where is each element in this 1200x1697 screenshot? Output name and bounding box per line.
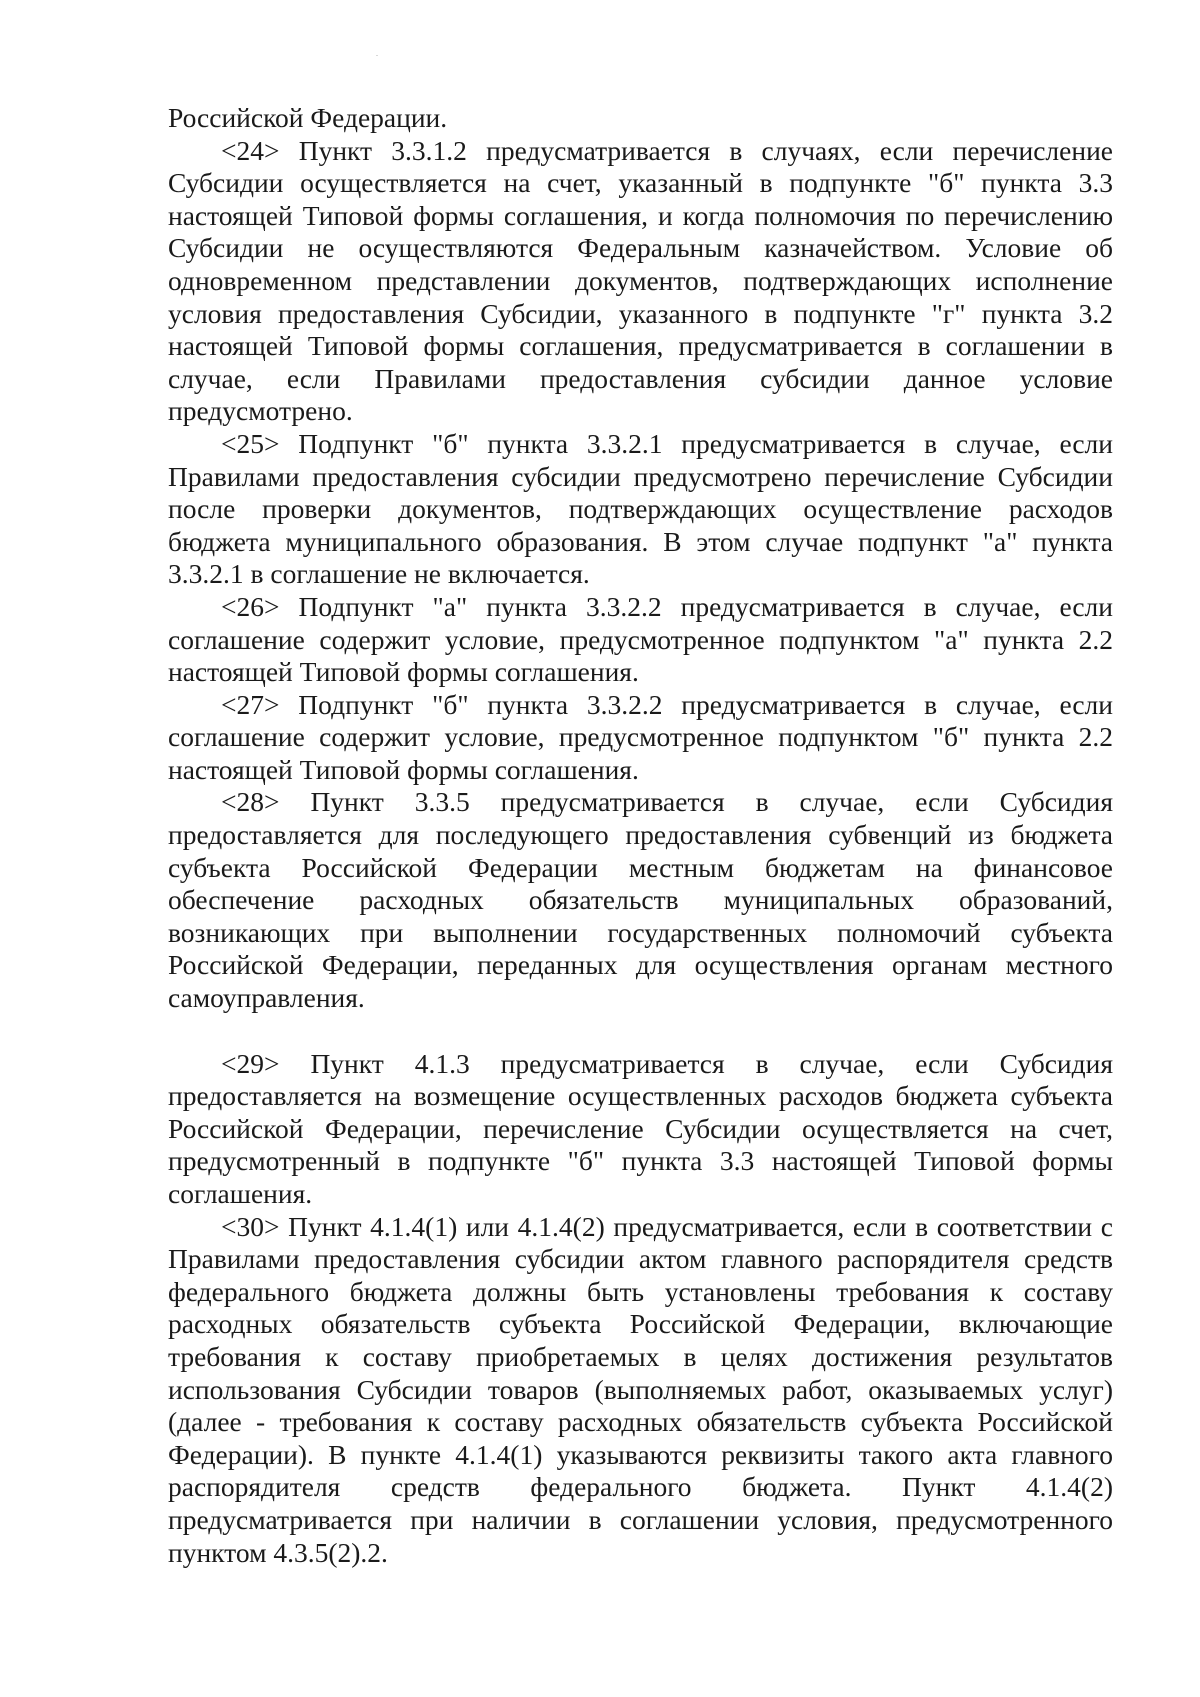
paragraph-continuation: Российской Федерации. (168, 102, 448, 133)
footnote-30: <30> Пункт 4.1.4(1) или 4.1.4(2) предусматривается, если в соответствии с Правилами предоставления субсидии актом главного распорядителя средств федерального бюджета должны быть установлены требования к составу расходных обязательств субъекта Российской Федерации, включающие требования к составу приобретаемых в целях достижения результатов использования Субсидии товаров (выполняемых работ, оказываемых услуг) (далее - требования к составу расходных обязательств субъекта Российской Федерации). В пункте 4.1.4(1) указываются реквизиты такого акта главного распорядителя средств федерального бюджета. Пункт 4.1.4(2) предусматривается при наличии в соглашении условия, предусмотренного пунктом 4.3.5(2).2. (168, 1210, 1113, 1568)
document-body (168, 102, 1113, 1569)
footnote-26: <26> Подпункт "а" пункта 3.3.2.2 предусматривается в случае, если соглашение содержит условие, предусмотренное подпунктом "а" пункта 2.2 настоящей Типовой формы соглашения. (168, 590, 1113, 688)
footnote-25: <25> Подпункт "б" пункта 3.3.2.1 предусматривается в случае, если Правилами предоставления субсидии предусмотрено перечисление Субсидии после проверки документов, подтверждающих осуществление расходов бюджета муниципального образования. В этом случае подпункт "а" пункта 3.3.2.1 в соглашение не включается. (168, 427, 1113, 590)
footnote-29: <29> Пункт 4.1.3 предусматривается в случае, если Субсидия предоставляется на возмещение осуществленных расходов бюджета субъекта Российской Федерации, перечисление Субсидии осуществляется на счет, предусмотренный в подпункте "б" пункта 3.3 настоящей Типовой формы соглашения. (168, 1047, 1113, 1209)
footnote-28: <28> Пункт 3.3.5 предусматривается в случае, если Субсидия предоставляется для последующего предоставления субвенций из бюджета субъекта Российской Федерации местным бюджетам на финансовое обеспечение расходных обязательств муниципальных образований, возникающих при выполнении государственных полномочий субъекта Российской Федерации, переданных для осуществления органам местного самоуправления. (168, 786, 1113, 1014)
footnote-27: <27> Подпункт "б" пункта 3.3.2.2 предусматривается в случае, если соглашение содержит условие, предусмотренное подпунктом "б" пункта 2.2 настоящей Типовой формы соглашения. (168, 688, 1113, 785)
scan-speck (376, 55, 378, 56)
footnote-24: <24> Пункт 3.3.1.2 предусматривается в случаях, если перечисление Субсидии осуществляется на счет, указанный в подпункте "б" пункта 3.3 настоящей Типовой формы соглашения, и когда полномочия по перечислению Субсидии не осуществляются Федеральным казначейством. Условие об одновременном представлении документов, подтверждающих исполнение условия предоставления Субсидии, указанного в подпункте "г" пункта 3.2 настоящей Типовой формы соглашения, предусматривается в соглашении в случае, если Правилами предоставления субсидии данное условие предусмотрено. (168, 134, 1113, 427)
